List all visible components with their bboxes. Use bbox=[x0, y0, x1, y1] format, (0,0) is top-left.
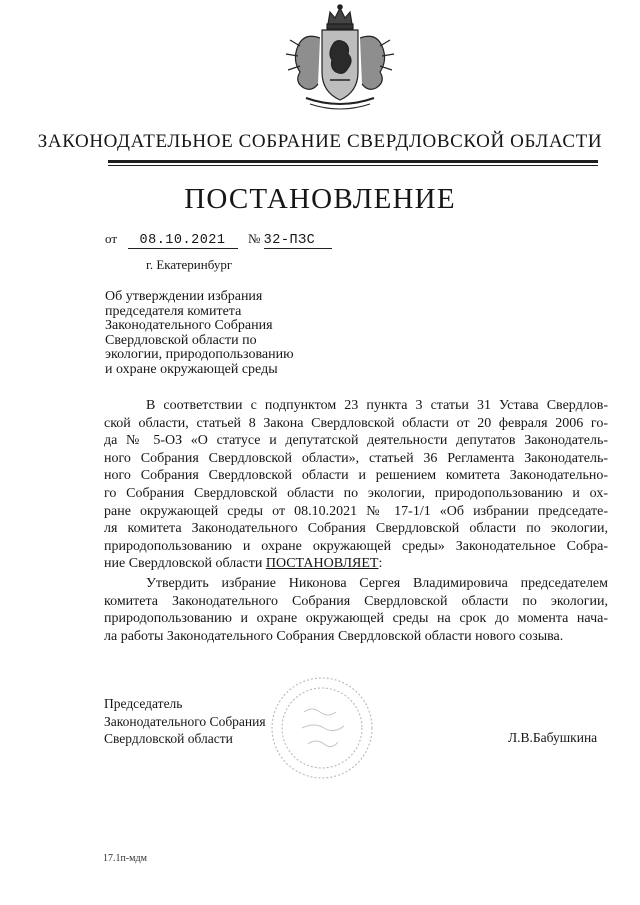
body-paragraph-1 bbox=[104, 397, 608, 573]
round-stamp-icon bbox=[258, 672, 388, 782]
signature-position-line: Свердловской области bbox=[104, 731, 233, 746]
resolves-word: ПОСТАНОВЛЯЕТ bbox=[265, 556, 379, 572]
body-line: ного Собрания Свердловской области», статьей 36 Регламента Законодатель- bbox=[104, 450, 608, 466]
body-line: В соответствии с подпунктом 23 пункта 3 статьи 31 Устава Свердлов- bbox=[146, 398, 608, 413]
coat-of-arms-icon bbox=[270, 2, 410, 114]
document-city: г. Екатеринбург bbox=[146, 257, 233, 272]
signature-position-line: Законодательного Собрания bbox=[104, 713, 266, 729]
document-subject bbox=[105, 290, 345, 378]
date-prefix: от bbox=[105, 231, 118, 246]
signature-position-line: Председатель bbox=[104, 696, 183, 711]
body-line-suffix: : bbox=[378, 556, 383, 572]
document-date: 08.10.2021 bbox=[128, 234, 238, 249]
body-line: природопользованию и охране окружающей среды» Законодательное Собра- bbox=[104, 538, 608, 554]
signature-position bbox=[104, 695, 266, 748]
subject-line: и охране окружающей среды bbox=[105, 361, 278, 377]
header-rule-thin bbox=[108, 165, 598, 166]
body-line: ране окружающей среды от 08.10.2021 № 17-1/1 «Об избрании председате- bbox=[104, 503, 608, 519]
document-type-title: ПОСТАНОВЛЕНИЕ bbox=[184, 183, 456, 215]
organization-title: ЗАКОНОДАТЕЛЬНОЕ СОБРАНИЕ СВЕРДЛОВСКОЙ ОБЛАСТИ bbox=[37, 131, 603, 152]
body-line: го Собрания Свердловской области по экологии, природопользованию и ох- bbox=[104, 485, 608, 501]
document-number: 32-ПЗС bbox=[264, 234, 332, 249]
subject-line: председателя комитета bbox=[105, 303, 242, 319]
body-line: ного Собрания Свердловской области и решением комитета Законодательно- bbox=[104, 468, 608, 484]
subject-line: Законодательного Собрания bbox=[105, 318, 273, 334]
header-rule-thick bbox=[108, 160, 598, 163]
body-line: да № 5-ОЗ «О статусе и депутатской деятельности депутатов Законодатель- bbox=[104, 433, 608, 449]
body-line: комитета Законодательного Собрания Свердловской области по экологии, bbox=[104, 593, 608, 609]
body-line-prefix: ние Свердловской области bbox=[104, 556, 266, 572]
body-paragraph-2 bbox=[104, 575, 608, 645]
signatory-name: Л.В.Бабушкина bbox=[508, 730, 598, 745]
body-line: природопользованию и охране окружающей среды на срок до момента нача- bbox=[104, 611, 608, 627]
body-line: ля комитета Законодательного Собрания Свердловской области по экологии, bbox=[104, 521, 608, 537]
footer-code: 17.1п-мдм bbox=[103, 853, 147, 864]
number-prefix: № bbox=[248, 231, 261, 246]
subject-line: Об утверждении избрания bbox=[105, 289, 263, 304]
document-meta bbox=[105, 231, 332, 249]
body-line: Утвердить избрание Никонова Сергея Владимировича председателем bbox=[146, 576, 608, 591]
body-line: ла работы Законодательного Собрания Свердловской области нового созыва. bbox=[104, 628, 564, 644]
subject-line: экологии, природопользованию bbox=[105, 347, 294, 363]
body-line: ской области, статьей 8 Закона Свердловской области от 20 февраля 2006 го- bbox=[104, 415, 608, 431]
body-line-final bbox=[104, 555, 608, 573]
subject-line: Свердловской области по bbox=[105, 332, 257, 348]
